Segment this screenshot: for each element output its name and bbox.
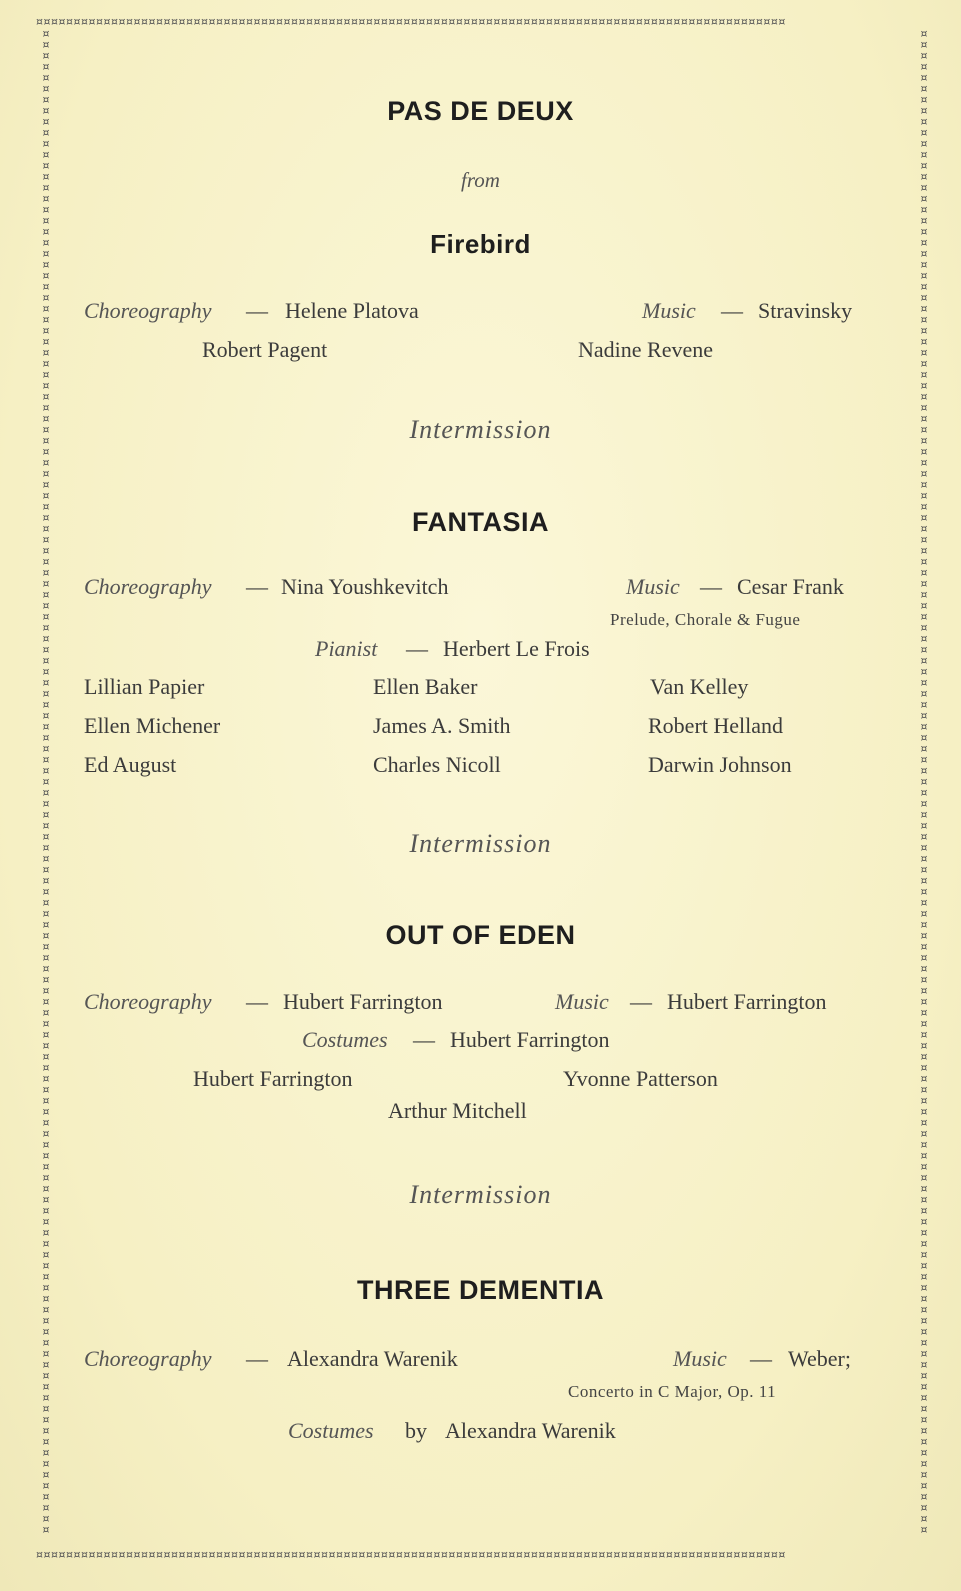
- dancer-name: Nadine Revene: [578, 337, 713, 362]
- dancer-name: Ellen Michener: [84, 713, 221, 738]
- choreography-label: Choreography: [84, 989, 212, 1014]
- dash: —: [406, 636, 428, 661]
- dash: —: [700, 574, 722, 599]
- costume-designer-name: Alexandra Warenik: [445, 1418, 616, 1443]
- intermission-label: Intermission: [409, 829, 552, 858]
- intermission-label: Intermission: [409, 1180, 552, 1209]
- choreographer-name: Hubert Farrington: [283, 989, 443, 1014]
- costumes-label: Costumes: [288, 1418, 374, 1443]
- section-title-pas-de-deux: PAS DE DEUX: [387, 96, 574, 126]
- music-label: Music: [555, 989, 609, 1014]
- dancer-name: Darwin Johnson: [648, 752, 792, 777]
- dancer-name: Arthur Mitchell: [388, 1098, 527, 1123]
- dash: —: [246, 1346, 268, 1371]
- dancer-name: Ed August: [84, 752, 177, 777]
- costume-designer-name: Hubert Farrington: [450, 1027, 610, 1052]
- dancer-name: James A. Smith: [373, 713, 511, 738]
- music-note: Prelude, Chorale & Fugue: [610, 610, 801, 629]
- bottom-border-ornament: ¤¤¤¤¤¤¤¤¤¤¤¤¤¤¤¤¤¤¤¤¤¤¤¤¤¤¤¤¤¤¤¤¤¤¤¤¤¤¤¤¤¤¤¤¤¤¤¤¤¤¤¤¤¤¤¤¤¤¤¤¤¤¤¤¤¤¤¤¤¤¤¤¤¤¤¤¤¤¤¤¤¤¤¤¤¤¤¤¤¤¤¤¤¤¤¤¤¤¤¤: [36, 1549, 786, 1561]
- choreographer-name: Helene Platova: [285, 298, 419, 323]
- dancer-name: Ellen Baker: [373, 674, 478, 699]
- section-title-out-of-eden: OUT OF EDEN: [385, 920, 576, 950]
- dancer-name: Lillian Papier: [84, 674, 205, 699]
- section-subtitle-firebird: Firebird: [430, 229, 531, 259]
- choreographer-name: Alexandra Warenik: [287, 1346, 458, 1371]
- left-border-ornament: ¤ ¤ ¤ ¤ ¤ ¤ ¤ ¤ ¤ ¤ ¤ ¤ ¤ ¤ ¤ ¤ ¤ ¤ ¤ ¤ ¤ ¤ ¤ ¤ ¤ ¤ ¤ ¤ ¤ ¤ ¤ ¤ ¤ ¤ ¤ ¤ ¤ ¤ ¤ ¤ ¤ ¤ ¤ ¤ ¤ ¤ ¤ ¤ ¤ ¤ ¤ ¤ ¤ ¤ ¤ ¤ ¤ ¤ ¤ ¤ ¤ ¤ ¤ ¤ ¤ ¤ ¤ ¤ ¤ ¤ ¤ ¤ ¤ ¤ ¤ ¤ ¤ ¤ ¤ ¤ ¤ ¤ ¤ ¤ ¤ ¤ ¤ ¤ ¤ ¤ ¤ ¤ ¤ ¤ ¤ ¤ ¤ ¤ ¤ ¤ ¤ ¤ ¤ ¤ ¤ ¤ ¤ ¤ ¤ ¤ ¤ ¤ ¤ ¤ ¤ ¤ ¤ ¤ ¤ ¤ ¤ ¤ ¤ ¤ ¤ ¤ ¤ ¤ ¤ ¤ ¤ ¤ ¤ ¤ ¤ ¤ ¤: [42, 28, 50, 1536]
- dancer-name: Yvonne Patterson: [563, 1066, 718, 1091]
- music-label: Music: [642, 298, 696, 323]
- dash: —: [750, 1346, 772, 1371]
- choreography-label: Choreography: [84, 574, 212, 599]
- dancer-name: Hubert Farrington: [193, 1066, 353, 1091]
- dancer-name: Van Kelley: [650, 674, 749, 699]
- dash: —: [246, 574, 268, 599]
- composer-name: Stravinsky: [758, 298, 853, 323]
- choreography-label: Choreography: [84, 298, 212, 323]
- dancer-name: Charles Nicoll: [373, 752, 501, 777]
- costumes-label: Costumes: [302, 1027, 388, 1052]
- music-label: Music: [626, 574, 680, 599]
- dash: —: [413, 1027, 435, 1052]
- right-border-ornament: ¤ ¤ ¤ ¤ ¤ ¤ ¤ ¤ ¤ ¤ ¤ ¤ ¤ ¤ ¤ ¤ ¤ ¤ ¤ ¤ ¤ ¤ ¤ ¤ ¤ ¤ ¤ ¤ ¤ ¤ ¤ ¤ ¤ ¤ ¤ ¤ ¤ ¤ ¤ ¤ ¤ ¤ ¤ ¤ ¤ ¤ ¤ ¤ ¤ ¤ ¤ ¤ ¤ ¤ ¤ ¤ ¤ ¤ ¤ ¤ ¤ ¤ ¤ ¤ ¤ ¤ ¤ ¤ ¤ ¤ ¤ ¤ ¤ ¤ ¤ ¤ ¤ ¤ ¤ ¤ ¤ ¤ ¤ ¤ ¤ ¤ ¤ ¤ ¤ ¤ ¤ ¤ ¤ ¤ ¤ ¤ ¤ ¤ ¤ ¤ ¤ ¤ ¤ ¤ ¤ ¤ ¤ ¤ ¤ ¤ ¤ ¤ ¤ ¤ ¤ ¤ ¤ ¤ ¤ ¤ ¤ ¤ ¤ ¤ ¤ ¤ ¤ ¤ ¤ ¤ ¤ ¤ ¤ ¤ ¤ ¤ ¤: [920, 28, 928, 1536]
- dash: —: [246, 989, 268, 1014]
- pianist-name: Herbert Le Frois: [443, 636, 590, 661]
- top-border-ornament: ¤¤¤¤¤¤¤¤¤¤¤¤¤¤¤¤¤¤¤¤¤¤¤¤¤¤¤¤¤¤¤¤¤¤¤¤¤¤¤¤¤¤¤¤¤¤¤¤¤¤¤¤¤¤¤¤¤¤¤¤¤¤¤¤¤¤¤¤¤¤¤¤¤¤¤¤¤¤¤¤¤¤¤¤¤¤¤¤¤¤¤¤¤¤¤¤¤¤¤¤: [36, 16, 786, 28]
- dancer-name: Robert Helland: [648, 713, 784, 738]
- composer-name: Cesar Frank: [737, 574, 844, 599]
- section-title-three-dementia: THREE DEMENTIA: [356, 1275, 604, 1305]
- composer-name: Weber;: [788, 1346, 851, 1371]
- from-label: from: [461, 168, 500, 192]
- pianist-label: Pianist: [315, 636, 378, 661]
- dash: —: [246, 298, 268, 323]
- choreographer-name: Robert Pagent: [202, 337, 328, 362]
- by-label: by: [405, 1418, 427, 1443]
- choreographer-name: Nina Youshkevitch: [281, 574, 449, 599]
- music-note: Concerto in C Major, Op. 11: [568, 1382, 777, 1401]
- dash: —: [721, 298, 743, 323]
- composer-name: Hubert Farrington: [667, 989, 827, 1014]
- choreography-label: Choreography: [84, 1346, 212, 1371]
- music-label: Music: [673, 1346, 727, 1371]
- dash: —: [630, 989, 652, 1014]
- section-title-fantasia: FANTASIA: [412, 507, 549, 537]
- intermission-label: Intermission: [409, 415, 552, 444]
